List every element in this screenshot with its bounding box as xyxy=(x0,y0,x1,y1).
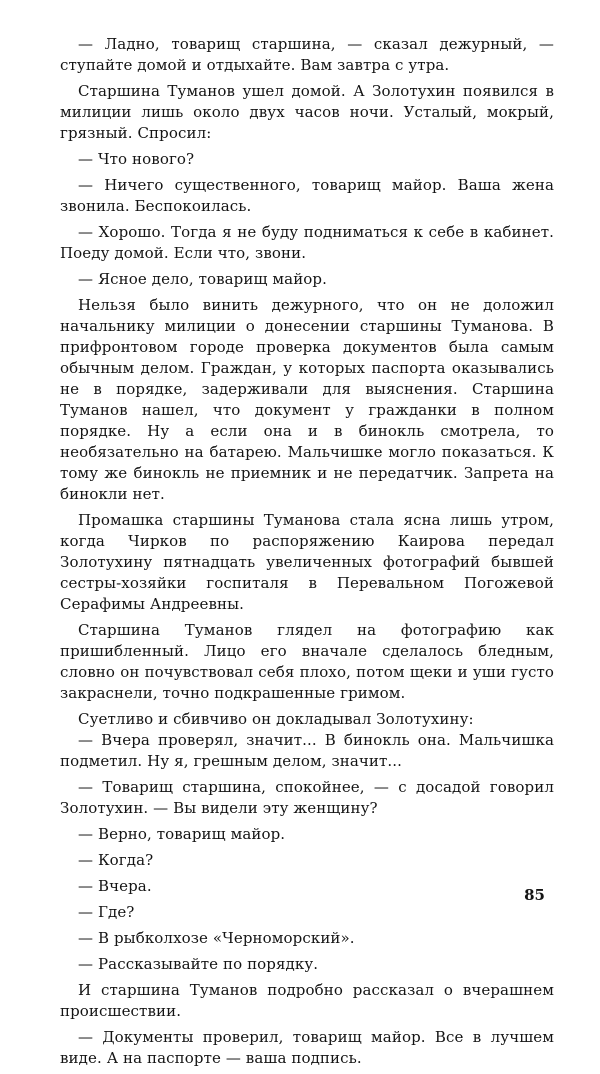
paragraph: — Документы проверил, товарищ майор. Все в лучшем виде. А на паспорте — ваша подпись. xyxy=(60,1028,554,1067)
paragraph: — Ничего существенного, товарищ майор. Ваша жена звонила. Беспокоилась. xyxy=(60,176,554,215)
page-number: 85 xyxy=(524,886,545,904)
paragraph: — В рыбколхозе «Черноморский». xyxy=(78,929,355,947)
paragraph: — Верно, товарищ майор. xyxy=(78,825,286,843)
paragraph: — Ясное дело, товарищ майор. xyxy=(78,270,328,288)
paragraph: — Где? xyxy=(78,903,135,921)
paragraph: — Хорошо. Тогда я не буду подниматься к себе в кабинет. Поеду домой. Если что, звони. xyxy=(60,223,554,262)
paragraph: — Что нового? xyxy=(78,150,195,168)
paragraph: Нельзя было винить дежурного, что он не доложил начальнику милиции о донесении старшины Туманова. В прифронтовом городе проверка документов была самым обычным делом. Граждан, у которых паспорта оказывались не в порядке, задерживали для выяснения. Старшина Туманов нашел, что документ у гражданки в полном порядке. Ну а если она и в бинокль смотрела, то необязательно на батарею. Мальчишке могло показаться. К тому же бинокль не приемник и не передатчик. Запрета на бинокли нет. xyxy=(60,296,554,503)
paragraph: Старшина Туманов глядел на фотографию как пришибленный. Лицо его вначале сделалось бледным, словно он почувствовал себя плохо, потом щеки и уши густо закраснели, точно подкрашенные гримом. xyxy=(60,621,554,702)
paragraph: И старшина Туманов подробно рассказал о вчерашнем происшествии. xyxy=(60,981,554,1020)
paragraph: Промашка старшины Туманова стала ясна лишь утром, когда Чирков по распоряжению Каирова передал Золотухину пятнадцать увеличенных фотографий бывшей сестры-хозяйки госпиталя в Перевальном Погожевой Серафимы Андреевны. xyxy=(60,511,554,613)
paragraph: — Товарищ старшина, спокойнее, — с досадой говорил Золотухин. — Вы видели эту женщину? xyxy=(60,778,554,817)
paragraph: Старшина Туманов ушел домой. А Золотухин появился в милиции лишь около двух часов ночи. Усталый, мокрый, грязный. Спросил: xyxy=(60,82,554,142)
paragraph: — Вчера проверял, значит... В бинокль она. Мальчишка подметил. Ну я, грешным делом, значит... xyxy=(60,731,554,770)
paragraph: — Вчера. xyxy=(78,877,152,895)
book-page-text xyxy=(60,34,554,1074)
paragraph: — Ладно, товарищ старшина, — сказал дежурный, — ступайте домой и отдыхайте. Вам завтра с утра. xyxy=(60,35,554,74)
paragraph: — Рассказывайте по порядку. xyxy=(78,955,319,973)
paragraph: — Когда? xyxy=(78,851,154,869)
paragraph: Суетливо и сбивчиво он докладывал Золотухину: xyxy=(78,710,474,728)
